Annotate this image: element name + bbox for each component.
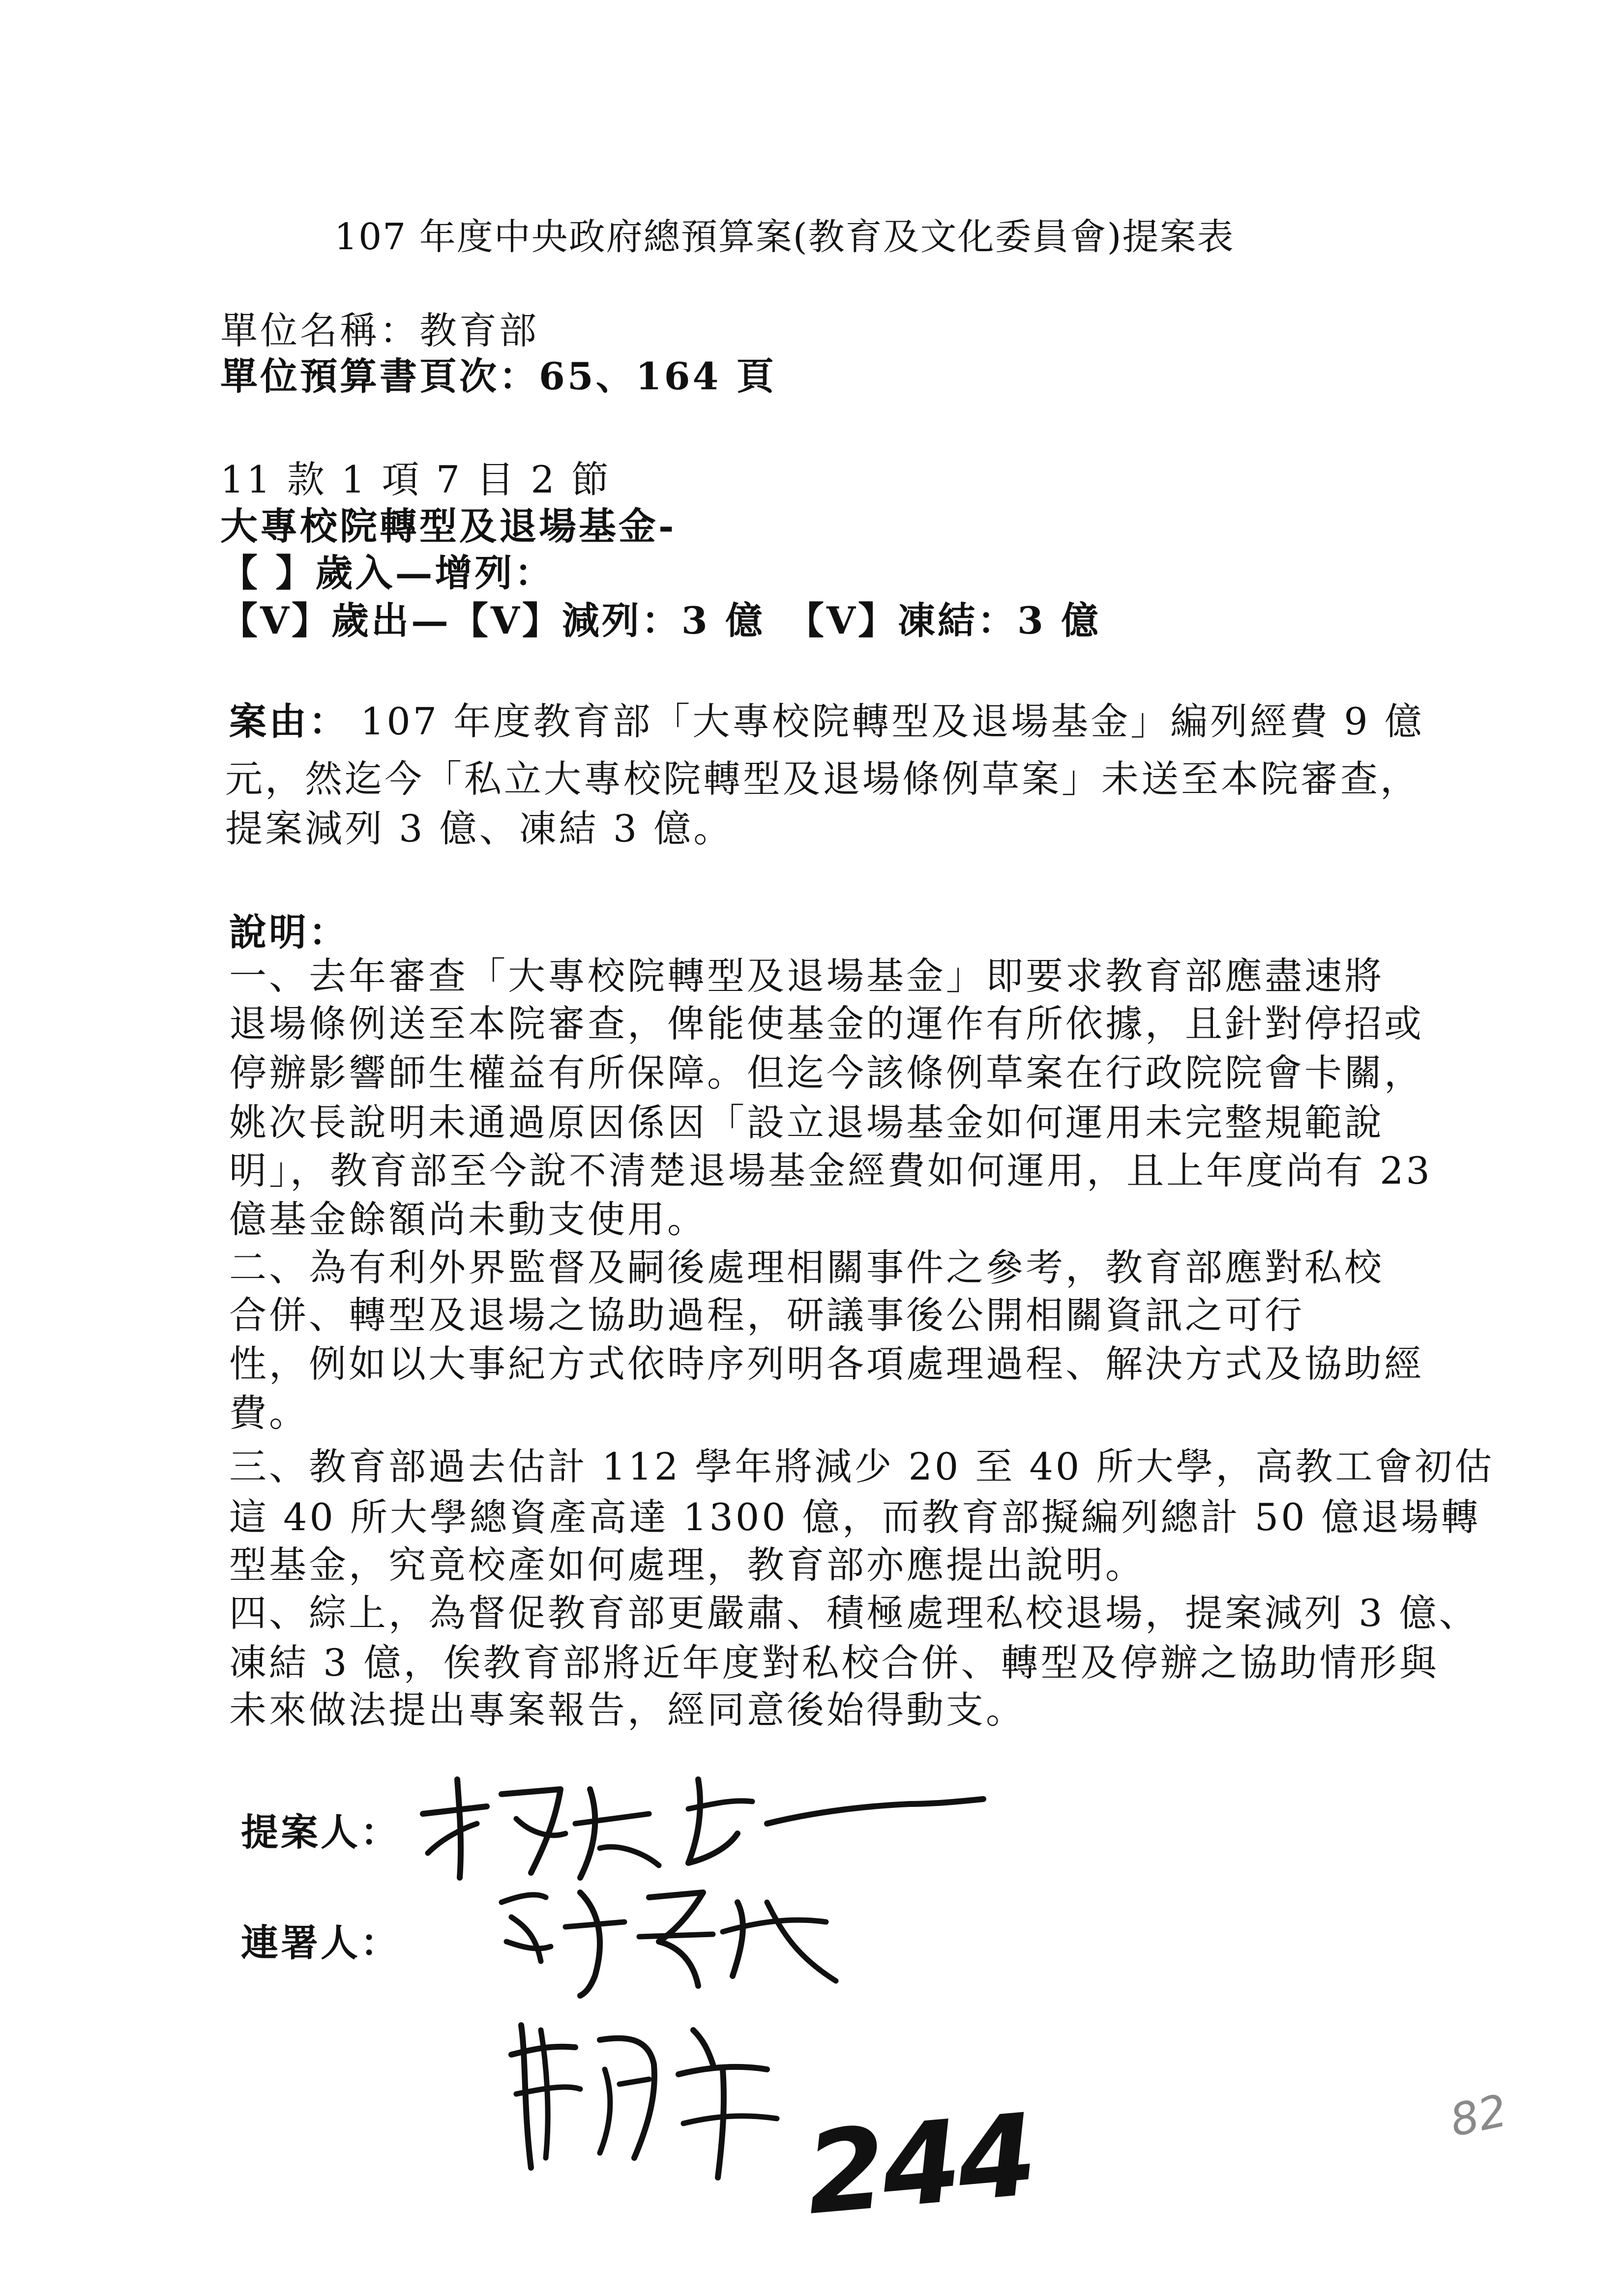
explanation-line: 性，例如以大事紀方式依時序列明各項處理過程、解決方式及協助經 [229, 1342, 1424, 1386]
cosigner-signature-1 [492, 1873, 865, 2001]
explanation-line: 一、去年審查「大專校院轉型及退場基金」即要求教育部應盡速將 [229, 954, 1384, 998]
page-number: 244 [801, 2090, 1039, 2240]
budget-code: 11 款 1 項 7 目 2 節 [220, 458, 611, 501]
margin-mark: 82 [1446, 2085, 1512, 2147]
reason-line-3: 提案減列 3 億、凍結 3 億。 [225, 807, 734, 850]
explanation-line: 費。 [229, 1391, 309, 1435]
explanation-line: 四、綜上，為督促教育部更嚴肅、積極處理私校退場，提案減列 3 億、 [229, 1591, 1479, 1635]
explanation-line: 二、為有利外界監督及嗣後處理相關事件之參考，教育部應對私校 [229, 1246, 1384, 1289]
reason-line-2: 元，然迄今「私立大專校院轉型及退場條例草案」未送至本院審查， [225, 757, 1420, 801]
cosigner-signature-2 [502, 2010, 846, 2187]
form-title: 107 年度中央政府總預算案(教育及文化委員會)提案表 [334, 216, 1235, 258]
explanation-line: 三、教育部過去估計 112 學年將減少 20 至 40 所大學，高教工會初估 [229, 1445, 1495, 1488]
proposer-signature [413, 1760, 1003, 1888]
unit-name-label: 單位名稱： [220, 309, 419, 352]
unit-name-row [220, 309, 539, 352]
reason-text-1: 107 年度教育部「大專校院轉型及退場基金」編列經費 9 億 [360, 699, 1424, 743]
freeze-line: 【V】凍結：3 億 [787, 599, 1101, 642]
unit-name: 教育部 [419, 309, 539, 352]
unit-pages-row [220, 354, 776, 398]
explanation-line: 明」，教育部至今說不清楚退場基金經費如何運用，且上年度尚有 23 [229, 1149, 1432, 1192]
fund-name: 大專校院轉型及退場基金- [220, 504, 677, 548]
explanation-line: 姚次長說明未通過原因係因「設立退場基金如何運用未完整規範說 [229, 1101, 1384, 1144]
expenditure-line: 【V】歲出—【V】減列：3 億 [220, 599, 766, 642]
explanation-line: 型基金，究竟校產如何處理，教育部亦應提出說明。 [229, 1543, 1145, 1587]
explanation-line: 億基金餘額尚未動支使用。 [229, 1197, 707, 1241]
unit-pages: 65、164 頁 [539, 354, 776, 398]
explanation-line: 凍結 3 億，俟教育部將近年度對私校合併、轉型及停辦之協助情形與 [229, 1641, 1439, 1685]
reason-label: 案由： [229, 699, 349, 743]
explanation-line: 合併、轉型及退場之協助過程，研議事後公開相關資訊之可行 [229, 1293, 1304, 1337]
explanation-line: 未來做法提出專案報告，經同意後始得動支。 [229, 1688, 1026, 1732]
explanation-line: 退場條例送至本院審查，俾能使基金的運作有所依據，且針對停招或 [229, 1002, 1424, 1046]
proposer-label: 提案人： [241, 1810, 400, 1854]
explanation-line: 停辦影響師生權益有所保障。但迄今該條例草案在行政院院會卡關， [229, 1051, 1424, 1095]
reason-line-1 [229, 699, 1424, 743]
revenue-line: 【 】歲入—增列： [220, 551, 555, 595]
explanation-label: 說明： [229, 910, 349, 954]
explanation-line: 這 40 所大學總資產高達 1300 億，而教育部擬編列總計 50 億退場轉 [229, 1495, 1481, 1539]
unit-pages-label: 單位預算書頁次： [220, 354, 539, 398]
cosigner-label: 連署人： [241, 1921, 400, 1965]
